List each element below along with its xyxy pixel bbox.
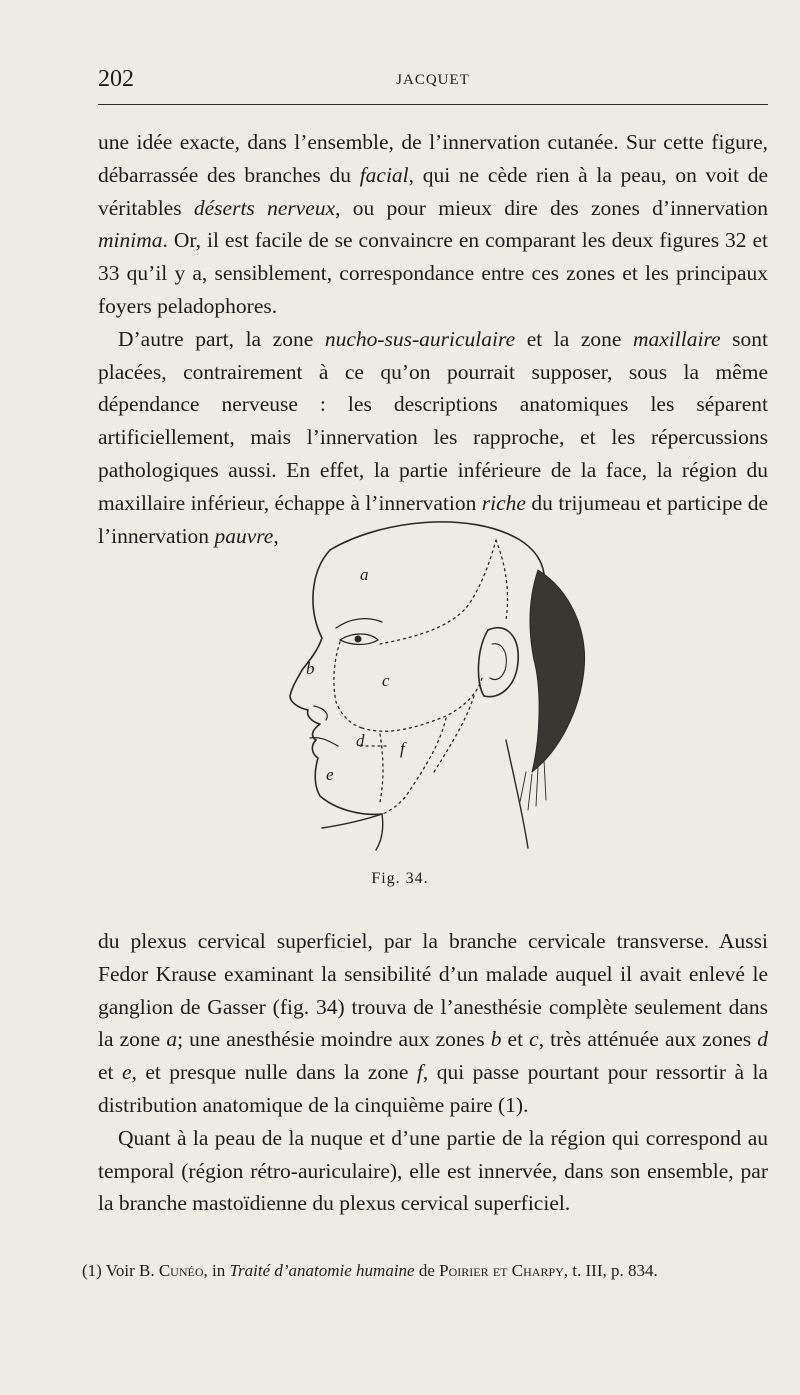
text-span: D’autre part, la zone <box>118 326 325 351</box>
neck-front <box>322 814 383 850</box>
footnote-marker: (1) Voir <box>82 1261 139 1280</box>
text-span: ; une anesthésie moindre aux zones <box>177 1027 491 1052</box>
italic-span: f <box>416 1060 423 1085</box>
figure-caption: Fig. 34. <box>371 870 429 887</box>
text-span: , ou pour mieux dire des zones d’innervation <box>335 195 769 220</box>
italic-span: facial <box>359 162 409 187</box>
hair <box>530 570 585 772</box>
nostril <box>314 706 327 720</box>
italic-span: maxillaire <box>633 326 721 351</box>
ear <box>478 628 518 697</box>
italic-span: e <box>121 1060 132 1085</box>
running-head: JACQUET <box>396 72 470 88</box>
eyebrow <box>336 619 382 628</box>
text-span: , et presque nulle dans la zone <box>131 1060 417 1085</box>
footnote-authors: Poirier et Charpy <box>439 1261 564 1280</box>
neck-back <box>506 740 528 848</box>
text-span: du trijumeau et participe de l’innervation <box>98 490 768 548</box>
footnote-author: B. Cunéo <box>139 1261 204 1280</box>
italic-span: c <box>529 1027 539 1052</box>
ear-inner <box>490 644 506 680</box>
italic-span: a <box>166 1027 178 1052</box>
text-span: , in <box>203 1261 230 1280</box>
italic-span: nucho-sus-auriculaire <box>324 326 516 351</box>
paragraph-innervation <box>98 126 768 323</box>
zone-label-b: b <box>306 659 315 678</box>
italic-span: minima <box>98 228 163 253</box>
text-span: , qui passe pourtant pour ressortir à la distribution anatomique de la cinquième paire (1). <box>98 1060 768 1117</box>
text-span: , très atténuée aux zones <box>538 1027 758 1052</box>
paragraph-nuque <box>98 1122 768 1220</box>
page-number: 202 <box>98 66 134 92</box>
text-span: et la zone <box>515 326 634 351</box>
paragraph-krause <box>98 925 768 1122</box>
text-span: une idée exacte, dans l’ensemble, de l’innervation cutanée. Sur cette figure, débarrassée des branches du <box>98 130 768 187</box>
text-span: du plexus cervical superficiel, par la branche cervicale transverse. Aussi Fedor Krause examinant la sensibilité d’un malade auquel il avait enlevé le ganglion de Gasser (fig. 34) trouva de l’anesthésie complète seulement dans la zone <box>98 929 768 1052</box>
text-span: sont placées, contrairement à ce qu’on pourrait supposer, sous la même dépendance nerveuse : les descriptions anatomiques les séparent artificiellement, mais l’innervation les rapproche, et les répercussions pathologiques aussi. En effet, la partie inférieure de la face, la région du maxillaire inférieur, échappe à l’innervation <box>98 326 769 515</box>
text-span: Quant à la peau de la nuque et d’une partie de la région qui correspond au temporal (région rétro-auriculaire), elle est innervée, dans son ensemble, par la branche mastoïdienne du plexus cervical superficiel. <box>98 1125 768 1216</box>
face-profile <box>290 550 382 814</box>
italic-span: riche <box>481 490 526 515</box>
italic-span: pauvre <box>214 523 274 548</box>
text-span: , t. III, p. 834. <box>563 1261 658 1280</box>
text-span: de <box>414 1261 440 1280</box>
text-span: . Or, il est facile de se convaincre en comparant les deux figures 32 et 33 qu’il y a, sensiblement, correspondance entre ces zones et les principaux foyers peladophores. <box>98 228 768 318</box>
header-rule <box>98 104 768 105</box>
pupil <box>355 636 362 643</box>
text-span: , qui ne cède rien à la peau, on voit de véritables <box>98 162 768 220</box>
footnote-work-title: Traité d’anatomie humaine <box>229 1261 415 1280</box>
zone-label-f: f <box>400 739 405 758</box>
figure-head-innervation <box>270 510 600 858</box>
zone-label-d: d <box>356 731 365 750</box>
zone-label-a: a <box>360 565 369 584</box>
page-header <box>98 66 768 102</box>
text-span: et <box>98 1060 122 1085</box>
text-span: , <box>273 523 279 548</box>
text-span: et <box>501 1027 530 1052</box>
italic-span: déserts nerveux <box>193 195 336 220</box>
footnote <box>82 1258 768 1283</box>
italic-span: d <box>757 1027 768 1052</box>
italic-span: b <box>490 1027 502 1052</box>
zone-label-c: c <box>382 671 390 690</box>
zone-label-e: e <box>326 765 334 784</box>
text-block-top <box>98 126 768 552</box>
head-outline <box>330 522 544 600</box>
text-block-bottom <box>98 925 768 1220</box>
